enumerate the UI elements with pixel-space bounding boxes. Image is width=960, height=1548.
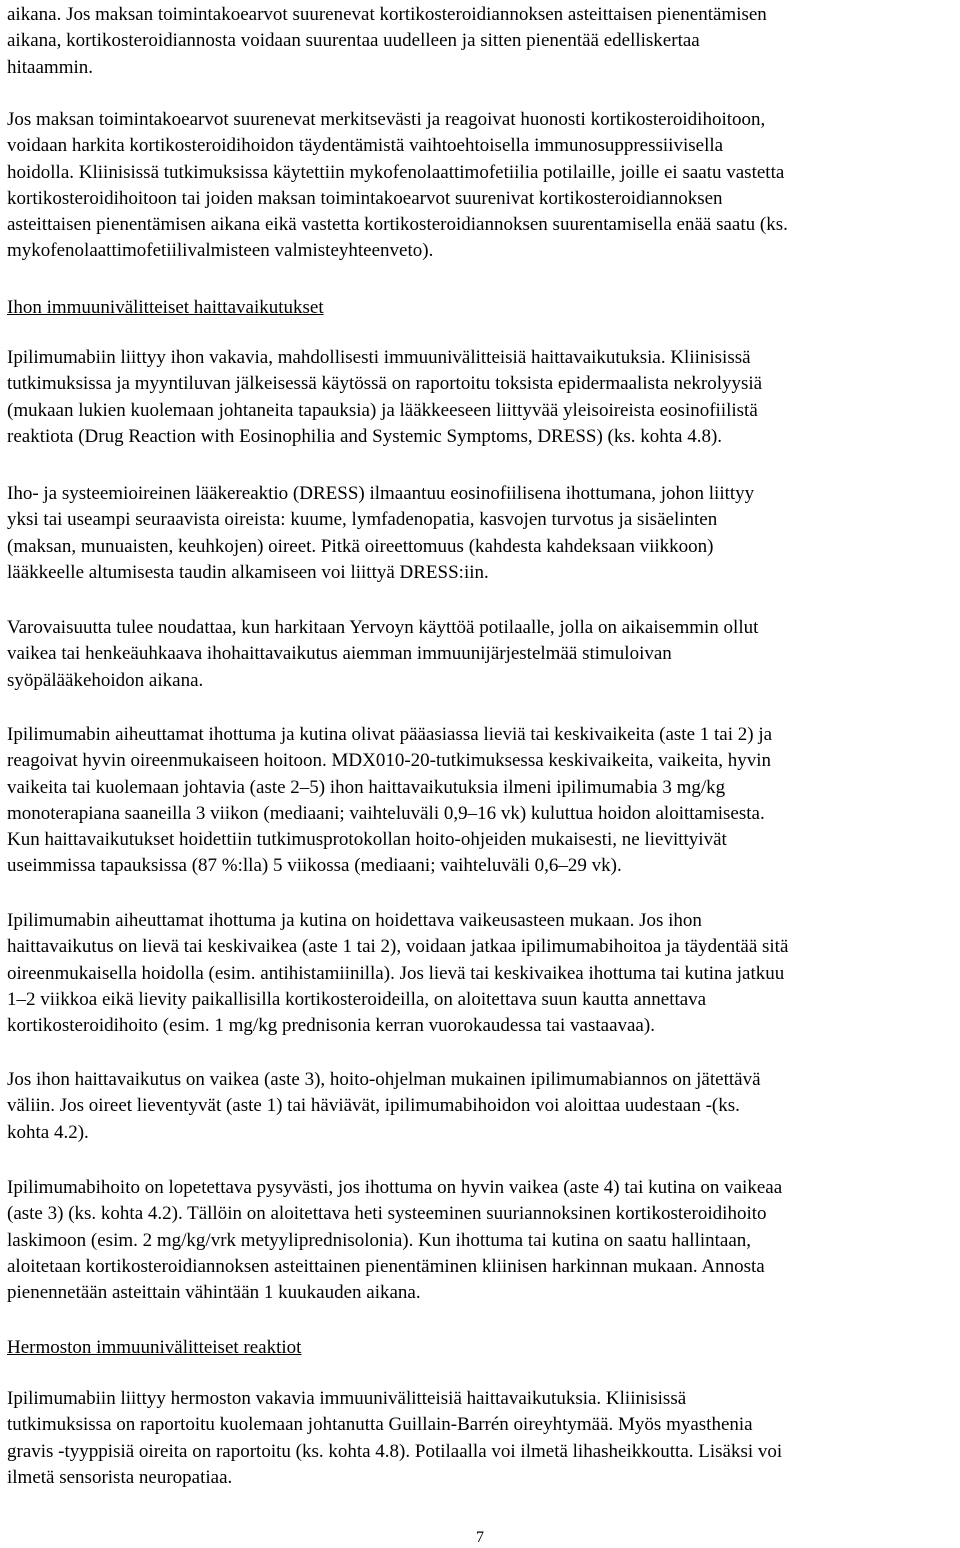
paragraph-nervous-system: Ipilimumabiin liittyy hermoston vakavia immuunivälitteisiä haittavaikutuksia. Kliinisissä tutkimuksissa on raportoitu kuolemaan johtanutta Guillain-Barrén oireyhtymää. Myös myasthenia gravis -tyyppisiä oireita on raportoitu (ks. kohta 4.8). Potilaalla voi ilmetä lihasheikkoutta. Lisäksi voi ilmetä sensorista neuropatiaa. (7, 1388, 783, 1488)
paragraph-dress: Iho- ja systeemioireinen lääkereaktio (DRESS) ilmaantuu eosinofiilisena ihottumana, johon liittyy yksi tai useampi seuraavista oireista: kuume, lymfadenopatia, kasvojen turvotus ja sisäelinten (maksan, munuaisten, keuhkojen) oireet. Pitkä oireettomuus (kahdesta kahdeksaan viikkoon) lääkkeelle altumisesta taudin alkamiseen voi liittyä DRESS:iin. (7, 483, 755, 583)
paragraph-liver-immunosuppression: Jos maksan toimintakoearvot suurenevat merkitsevästi ja reagoivat huonosti kortikosteroidihoitoon, voidaan harkita kortikosteroidihoidon täydentämistä vaihtoehtoisella immunosuppressiivisella hoidolla. Kliinisissä tutkimuksissa käytettiin mykofenolaattimofetiilia potilaille, joille ei saatu vastetta kortikosteroidihoitoon tai joiden maksan toimintakoearvot suurenivat kortikosteroidiannoksen asteittaisen pienentämisen aikana eikä vastetta kortikosteroidiannoksen suurentamisella enää saatu (ks. mykofenolaattimofetiilivalmisteen valmisteyhteenveto). (7, 109, 788, 262)
paragraph-severe-skin: Jos ihon haittavaikutus on vaikea (aste 3), hoito-ohjelman mukainen ipilimumabiannos on jätettävä väliin. Jos oireet lieventyvät (aste 1) tai häviävät, ipilimumabihoidon voi aloittaa uudestaan -(ks. kohta 4.2). (7, 1069, 761, 1143)
section-heading-nervous-system: Hermoston immuunivälitteiset reaktiot (7, 1337, 302, 1358)
paragraph-skin-adverse-reactions: Ipilimumabiin liittyy ihon vakavia, mahdollisesti immuunivälitteisiä haittavaikutuksia. Kliinisissä tutkimuksissa ja myyntiluvan jälkeisessä käytössä on raportoitu toksista epidermaalista nekrolyysiä (mukaan lukien kuolemaan johtaneita tapauksia) ja lääkkeeseen liittyvää yleisoireista eosinofiilistä reaktiota (Drug Reaction with Eosinophilia and Systemic Symptoms, DRESS) (ks. kohta 4.8). (7, 347, 763, 447)
section-heading-skin: Ihon immuunivälitteiset haittavaikutukset (7, 297, 324, 318)
paragraph-rash-pruritus: Ipilimumabin aiheuttamat ihottuma ja kutina olivat pääasiassa lieviä tai keskivaikeita (aste 1 tai 2) ja reagoivat hyvin oireenmukaiseen hoitoon. MDX010-20-tutkimuksessa keskivaikeita, vaikeita, hyvin vaikeita tai kuolemaan johtavia (aste 2–5) ihon haittavaikutuksia ilmeni ipilimumabia 3 mg/kg monoterapiana saaneilla 3 viikon (mediaani; vaihteluväli 0,9–16 vk) kuluttua hoidon aloittamisesta. Kun haittavaikutukset hoidettiin tutkimusprotokollan hoito-ohjeiden mukaisesti, ne lievittyivät useimmissa tapauksissa (87 %:lla) 5 viikossa (mediaani; vaihteluväli 0,6–29 vk). (7, 724, 773, 877)
paragraph-liver-tapering: aikana. Jos maksan toimintakoearvot suurenevat kortikosteroidiannoksen asteittaisen pienentämisen aikana, kortikosteroidiannosta voidaan suurentaa uudelleen ja sitten pienentää edelliskertaa hitaammin. (7, 4, 767, 78)
paragraph-rash-management: Ipilimumabin aiheuttamat ihottuma ja kutina on hoidettava vaikeusasteen mukaan. Jos ihon haittavaikutus on lievä tai keskivaikea (aste 1 tai 2), voidaan jatkaa ipilimumabihoitoa ja täydentää sitä oireenmukaisella hoidolla (esim. antihistamiinilla). Jos lievä tai keskivaikea ihottuma tai kutina jatkuu 1–2 viikkoa eikä lievity paikallisilla kortikosteroideilla, on aloitettava suun kautta annettava kortikosteroidihoito (esim. 1 mg/kg prednisonia kerran vuorokaudessa tai vastaavaa). (7, 910, 789, 1037)
paragraph-discontinue: Ipilimumabihoito on lopetettava pysyvästi, jos ihottuma on hyvin vaikea (aste 4) tai kutina on vaikeaa (aste 3) (ks. kohta 4.2). Tällöin on aloitettava heti systeeminen suuriannoksinen kortikosteroidihoito laskimoon (esim. 2 mg/kg/vrk metyyliprednisolonia). Kun ihottuma tai kutina on saatu hallintaan, aloitetaan kortikosteroidiannoksen asteittainen pienentäminen kliinisen harkinnan mukaan. Annosta pienennetään asteittain vähintään 1 kuukauden aikana. (7, 1177, 783, 1304)
page-number: 7 (476, 1529, 484, 1546)
paragraph-caution: Varovaisuutta tulee noudattaa, kun harkitaan Yervoyn käyttöä potilaalle, jolla on aikaisemmin ollut vaikea tai henkeäuhkaava ihohaittavaikutus aiemman immuunijärjestelmää stimuloivan syöpälääkehoidon aikana. (7, 617, 759, 691)
